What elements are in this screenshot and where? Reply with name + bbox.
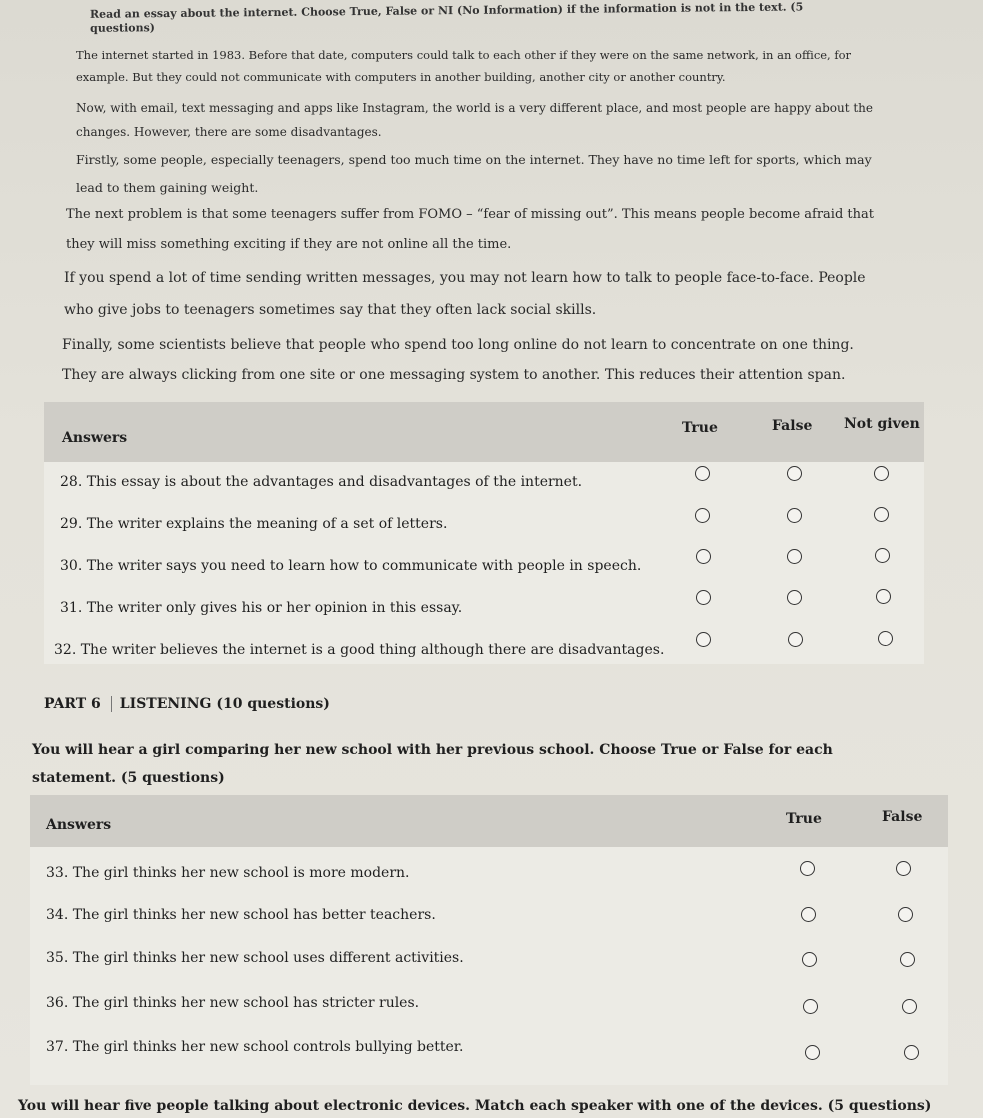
- radio-32-true[interactable]: [696, 632, 711, 647]
- reading-instruction: Read an essay about the internet. Choose True, False or NI (No Information) if the information is not in the text. (5 questions): [89, 0, 804, 35]
- radio-34-false[interactable]: [898, 907, 913, 922]
- question-30: 30. The writer says you need to learn how to communicate with people in speech.: [60, 558, 642, 574]
- essay-paragraph-4: The next problem is that some teenagers suffer from FOMO – “fear of missing out”. This means people become afraid that they will miss something exciting if they are not online all the time.: [66, 207, 874, 252]
- radio-37-false[interactable]: [904, 1045, 919, 1060]
- question-36: 36. The girl thinks her new school has stricter rules.: [46, 995, 420, 1011]
- radio-32-not-given[interactable]: [878, 631, 893, 646]
- column-not-given: Not given: [844, 416, 920, 432]
- radio-35-true[interactable]: [802, 952, 817, 967]
- listening-instruction: You will hear a girl comparing her new school with her previous school. Choose True or False for each statement. (5 questions): [32, 742, 833, 786]
- radio-30-false[interactable]: [787, 549, 802, 564]
- essay-paragraph-6: Finally, some scientists believe that people who spend too long online do not learn to concentrate on one thing. They are always clicking from one site or one messaging system to another. This reduces their attention span.: [62, 337, 854, 383]
- essay-paragraph-5: If you spend a lot of time sending written messages, you may not learn how to talk to people face-to-face. People who give jobs to teenagers sometimes say that they often lack social skills.: [64, 270, 866, 318]
- part-number: PART 6: [44, 696, 112, 712]
- essay-paragraph-3: Firstly, some people, especially teenagers, spend too much time on the internet. They have no time left for sports, which may lead to them gaining weight.: [76, 152, 872, 195]
- radio-32-false[interactable]: [788, 632, 803, 647]
- radio-29-not-given[interactable]: [874, 507, 889, 522]
- radio-36-true[interactable]: [803, 999, 818, 1014]
- matching-instruction: You will hear five people talking about electronic devices. Match each speaker with one of the devices. (5 questions): [18, 1098, 932, 1114]
- question-29: 29. The writer explains the meaning of a set of letters.: [60, 516, 448, 532]
- radio-29-false[interactable]: [787, 508, 802, 523]
- radio-33-true[interactable]: [800, 861, 815, 876]
- radio-37-true[interactable]: [805, 1045, 820, 1060]
- question-34: 34. The girl thinks her new school has better teachers.: [46, 907, 436, 923]
- radio-36-false[interactable]: [902, 999, 917, 1014]
- radio-34-true[interactable]: [801, 907, 816, 922]
- reading-table-header: [44, 402, 924, 462]
- column-false: False: [882, 809, 923, 825]
- radio-29-true[interactable]: [695, 508, 710, 523]
- radio-31-true[interactable]: [696, 590, 711, 605]
- essay-paragraph-1: The internet started in 1983. Before that date, computers could talk to each other if they were on the same network, in an office, for example. But they could not communicate with computers in another building, another city or another country.: [76, 48, 852, 84]
- radio-30-not-given[interactable]: [875, 548, 890, 563]
- question-28: 28. This essay is about the advantages and disadvantages of the internet.: [60, 474, 583, 490]
- question-33: 33. The girl thinks her new school is more modern.: [46, 865, 410, 881]
- question-37: 37. The girl thinks her new school controls bullying better.: [46, 1039, 464, 1055]
- part-6-heading: [44, 696, 330, 712]
- column-false: False: [772, 418, 813, 434]
- radio-35-false[interactable]: [900, 952, 915, 967]
- essay-paragraph-2: Now, with email, text messaging and apps like Instagram, the world is a very different place, and most people are happy about the changes. However, there are some disadvantages.: [76, 101, 873, 139]
- radio-28-not-given[interactable]: [874, 466, 889, 481]
- column-true: True: [682, 420, 718, 436]
- listening-table-header: [30, 795, 948, 847]
- radio-28-true[interactable]: [695, 466, 710, 481]
- radio-33-false[interactable]: [896, 861, 911, 876]
- answers-header: Answers: [46, 817, 112, 833]
- question-32: 32. The writer believes the internet is a good thing although there are disadvantages.: [54, 642, 665, 658]
- question-35: 35. The girl thinks her new school uses different activities.: [46, 950, 464, 966]
- part-title: LISTENING (10 questions): [119, 696, 330, 712]
- question-31: 31. The writer only gives his or her opinion in this essay.: [60, 600, 463, 616]
- column-true: True: [786, 811, 822, 827]
- answers-header: Answers: [62, 430, 128, 446]
- radio-31-false[interactable]: [787, 590, 802, 605]
- reading-answers-table: [44, 402, 924, 664]
- radio-30-true[interactable]: [696, 549, 711, 564]
- radio-28-false[interactable]: [787, 466, 802, 481]
- radio-31-not-given[interactable]: [876, 589, 891, 604]
- listening-answers-table: [30, 795, 948, 1085]
